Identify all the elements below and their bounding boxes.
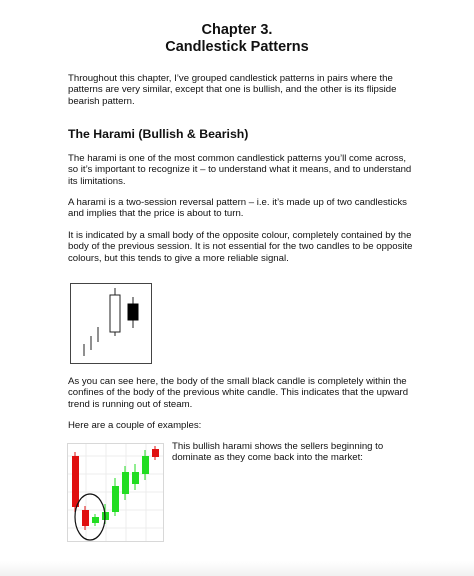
white-candle-body bbox=[110, 295, 120, 332]
candle-6-body bbox=[122, 472, 129, 494]
paragraph-4: As you can see here, the body of the small black candle is completely within the confines of the body of the previous white candle. This indicates that the upward trend is running out of steam. bbox=[68, 376, 409, 410]
chapter-number: Chapter 3. bbox=[201, 22, 273, 38]
candle-5-body bbox=[112, 486, 119, 512]
harami-highlight-circle bbox=[75, 494, 105, 540]
candle-8-body bbox=[142, 456, 149, 474]
candle-9-body bbox=[152, 449, 159, 457]
candle-7-body bbox=[132, 472, 139, 484]
bullish-harami-chart bbox=[67, 443, 164, 542]
section-heading: The Harami (Bullish & Bearish) bbox=[68, 127, 249, 141]
harami-illustration-svg bbox=[71, 284, 151, 363]
paragraph-1: The harami is one of the most common candlestick patterns you’ll come across, so it’s important to recognize it – to understand what it means, and to understand its limitations. bbox=[68, 153, 412, 187]
candle-2-body bbox=[82, 510, 89, 526]
chapter-title: Candlestick Patterns bbox=[165, 39, 309, 55]
figure-caption: This bullish harami shows the sellers beginning to dominate as they come back into the market: bbox=[172, 441, 384, 464]
paragraph-3: It is indicated by a small body of the opposite colour, completely contained by the body of the previous session. It is not essential for the two candles to be opposite colours, but this tends to give a more reliable signal. bbox=[68, 230, 413, 264]
paragraph-5: Here are a couple of examples: bbox=[68, 420, 202, 431]
paragraph-2: A harami is a two-session reversal pattern – i.e. it’s made up of two candlesticks and implies that the price is about to turn. bbox=[68, 197, 407, 220]
candle-1-body bbox=[72, 456, 79, 507]
candle-3-body bbox=[92, 517, 99, 523]
harami-illustration bbox=[70, 283, 152, 364]
bullish-harami-chart-svg bbox=[68, 444, 163, 541]
page-bottom-shade bbox=[0, 561, 474, 576]
intro-paragraph: Throughout this chapter, I’ve grouped candlestick patterns in pairs where the patterns are very similar, except that one is bullish, and the other is its flipside bearish pattern. bbox=[68, 73, 397, 107]
black-candle-body bbox=[128, 304, 138, 320]
